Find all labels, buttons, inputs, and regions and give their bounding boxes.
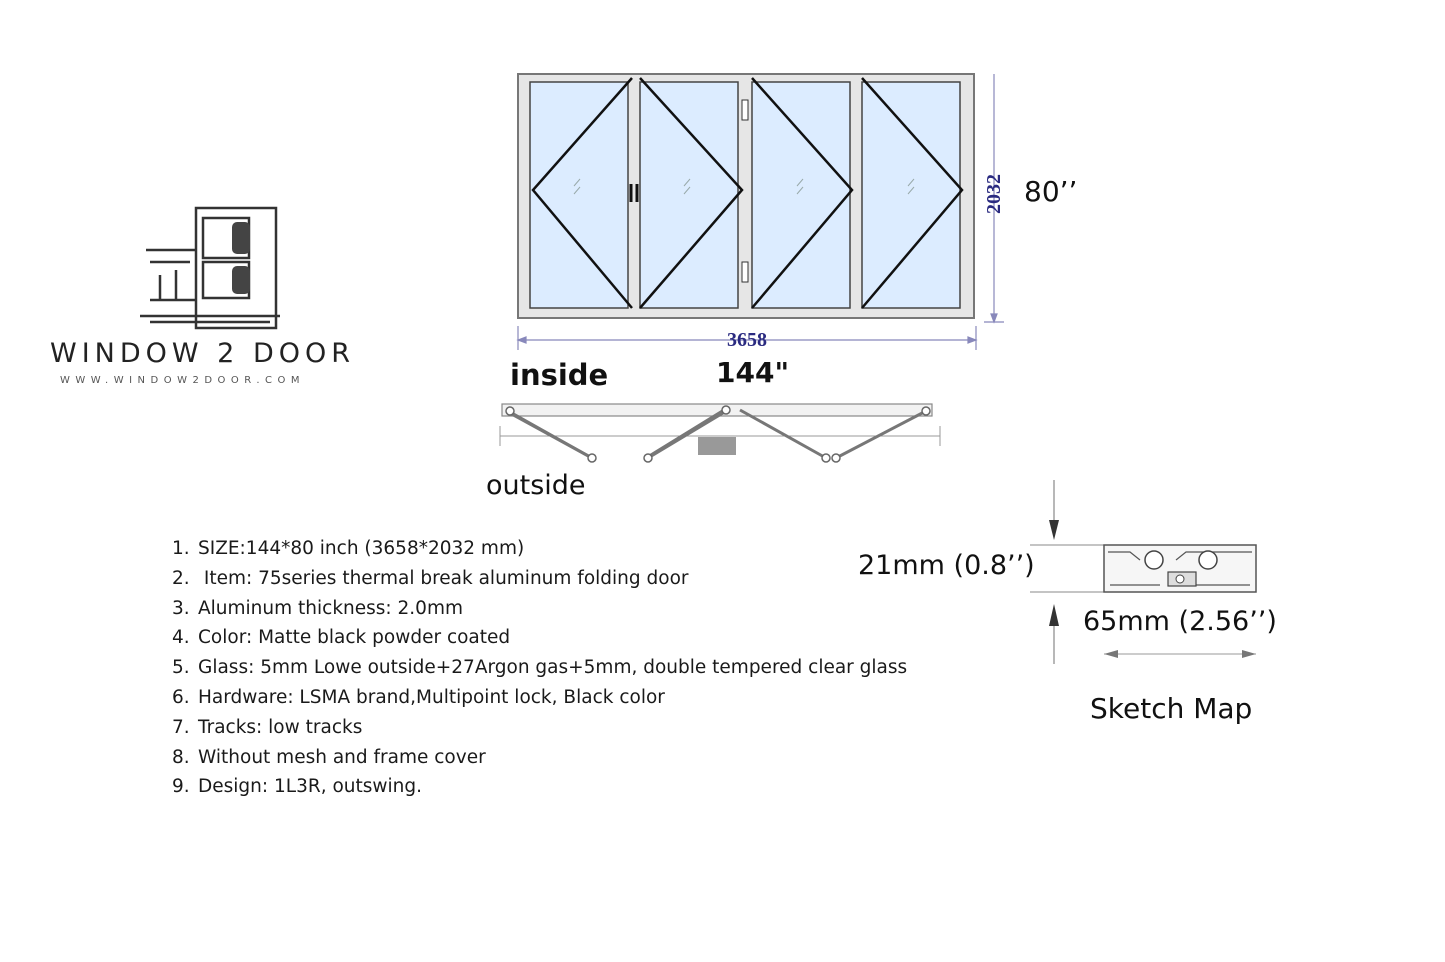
sketch-map-caption: Sketch Map xyxy=(1090,692,1253,725)
spec-item: 1. SIZE:144*80 inch (3658*2032 mm) xyxy=(172,538,525,559)
spec-item: 8. Without mesh and frame cover xyxy=(172,746,486,768)
profile-thickness-label: 21mm (0.8’’) xyxy=(858,550,1035,581)
width-inch-label: 144" xyxy=(716,356,790,389)
outside-label: outside xyxy=(486,470,586,501)
spec-item: 4. Color: Matte black powder coated xyxy=(172,627,511,649)
spec-item: 9. Design: 1L3R, outswing. xyxy=(172,776,423,798)
spec-item: 6. Hardware: LSMA brand,Multipoint lock, Black color xyxy=(172,686,665,708)
spec-item: 3. Aluminum thickness: 2.0mm xyxy=(172,597,463,619)
spec-item: 5. Glass: 5mm Lowe outside+27Argon gas+5mm, double tempered clear glass xyxy=(172,657,908,679)
height-mm-label: 2032 xyxy=(983,174,1005,214)
spec-item: 2. Item: 75series thermal break aluminum folding door xyxy=(172,567,689,589)
inside-label: inside xyxy=(510,358,609,392)
spec-list xyxy=(172,534,907,802)
brand-name: WINDOW 2 DOOR xyxy=(50,338,355,369)
width-mm-label: 3658 xyxy=(727,329,767,351)
height-inch-label: 80’’ xyxy=(1024,175,1078,208)
profile-depth-label: 65mm (2.56’’) xyxy=(1083,606,1277,637)
brand-url: WWW.WINDOW2DOOR.COM xyxy=(60,375,306,386)
spec-item: 7. Tracks: low tracks xyxy=(172,716,363,738)
